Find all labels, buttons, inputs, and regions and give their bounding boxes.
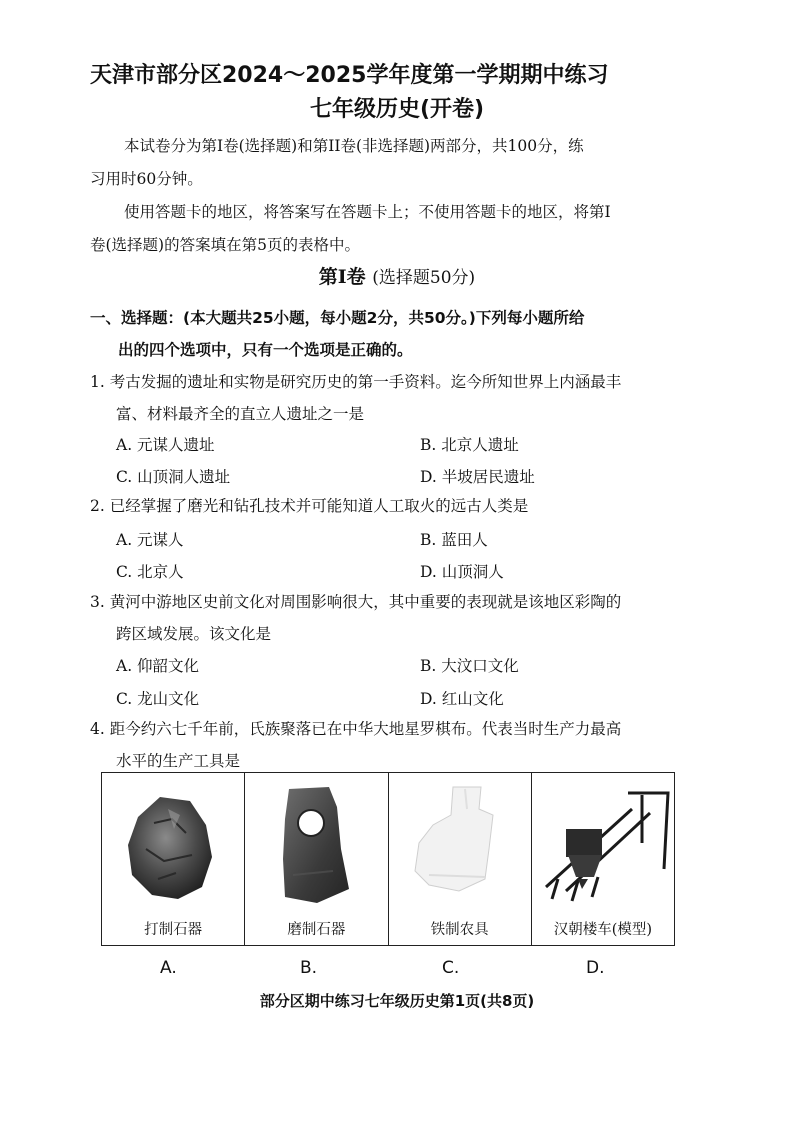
question-3-line2: 跨区域发展。该文化是: [116, 625, 272, 643]
page-footer: 部分区期中练习七年级历史第1页(共8页): [259, 992, 535, 1010]
question-4-line2: 水平的生产工具是: [116, 752, 241, 770]
question-1: [90, 366, 700, 430]
question-1-line2: 富、材料最齐全的直立人遗址之一是: [116, 405, 365, 423]
instructions: [90, 302, 690, 366]
q2-option-a[interactable]: A. 元谋人: [116, 531, 184, 549]
figure-cell-b: [245, 773, 388, 945]
q1-option-d[interactable]: D. 半坡居民遗址: [420, 468, 535, 486]
polished-stone-tool-image: [245, 779, 387, 911]
chipped-stone-tool-image: [102, 779, 244, 911]
q3-option-d[interactable]: D. 红山文化: [420, 690, 504, 708]
intro-paragraph-2: [90, 196, 690, 262]
q4-option-a[interactable]: A.: [160, 958, 177, 978]
intro-p2-line1: 使用答题卡的地区，将答案写在答题卡上；不使用答题卡的地区，将第I: [124, 203, 611, 221]
q1-option-b[interactable]: B. 北京人遗址: [420, 436, 519, 454]
intro-paragraph-1: [90, 130, 690, 196]
exam-title: 天津市部分区2024～2025学年度第一学期期中练习: [90, 63, 609, 88]
seed-drill-model-image: [532, 779, 674, 911]
iron-farm-tool-image: [389, 779, 531, 911]
tools-figure: [101, 772, 675, 946]
q4-option-c[interactable]: C.: [442, 958, 460, 978]
q3-option-c[interactable]: C. 龙山文化: [116, 690, 200, 708]
figure-cell-d: [532, 773, 674, 945]
intro-p1-line2: 习用时60分钟。: [90, 170, 203, 188]
section-subtitle: (选择题50分): [372, 268, 476, 288]
instructions-line2: 出的四个选项中，只有一个选项是正确的。: [118, 341, 413, 359]
question-2: [90, 490, 700, 522]
q4-option-b[interactable]: B.: [300, 958, 318, 978]
instructions-line1: 一、选择题：(本大题共25小题，每小题2分，共50分。)下列每小题所给: [90, 309, 585, 327]
q3-option-b[interactable]: B. 大汶口文化: [420, 657, 519, 675]
intro-p2-line2: 卷(选择题)的答案填在第5页的表格中。: [90, 236, 360, 254]
intro-p1-line1: 本试卷分为第I卷(选择题)和第II卷(非选择题)两部分，共100分，练: [124, 137, 584, 155]
question-3-line1: 3. 黄河中游地区史前文化对周围影响很大，其中重要的表现就是该地区彩陶的: [90, 593, 622, 611]
question-3: [90, 586, 700, 650]
section-heading: [0, 262, 794, 289]
question-4: [90, 713, 700, 777]
question-1-line1: 1. 考古发掘的遗址和实物是研究历史的第一手资料。迄今所知世界上内涵最丰: [90, 373, 622, 391]
caption-iron-tool: 铁制农具: [430, 922, 489, 938]
q3-option-a[interactable]: A. 仰韶文化: [116, 657, 200, 675]
question-2-line1: 2. 已经掌握了磨光和钻孔技术并可能知道人工取火的远古人类是: [90, 497, 529, 515]
caption-chipped-stone: 打制石器: [144, 922, 203, 938]
section-title: 第Ⅰ卷: [318, 266, 366, 288]
figure-cell-a: [102, 773, 245, 945]
exam-subtitle: 七年级历史(开卷): [309, 97, 485, 122]
q1-option-a[interactable]: A. 元谋人遗址: [116, 436, 215, 454]
question-4-line1: 4. 距今约六七千年前，氏族聚落已在中华大地星罗棋布。代表当时生产力最高: [90, 720, 622, 738]
caption-polished-stone: 磨制石器: [287, 922, 346, 938]
q1-option-c[interactable]: C. 山顶洞人遗址: [116, 468, 231, 486]
q4-option-d[interactable]: D.: [586, 958, 605, 978]
q2-option-d[interactable]: D. 山顶洞人: [420, 563, 504, 581]
q2-option-b[interactable]: B. 蓝田人: [420, 531, 488, 549]
figure-cell-c: [389, 773, 532, 945]
q2-option-c[interactable]: C. 北京人: [116, 563, 184, 581]
caption-seed-drill: 汉朝楼车(模型): [553, 922, 653, 938]
